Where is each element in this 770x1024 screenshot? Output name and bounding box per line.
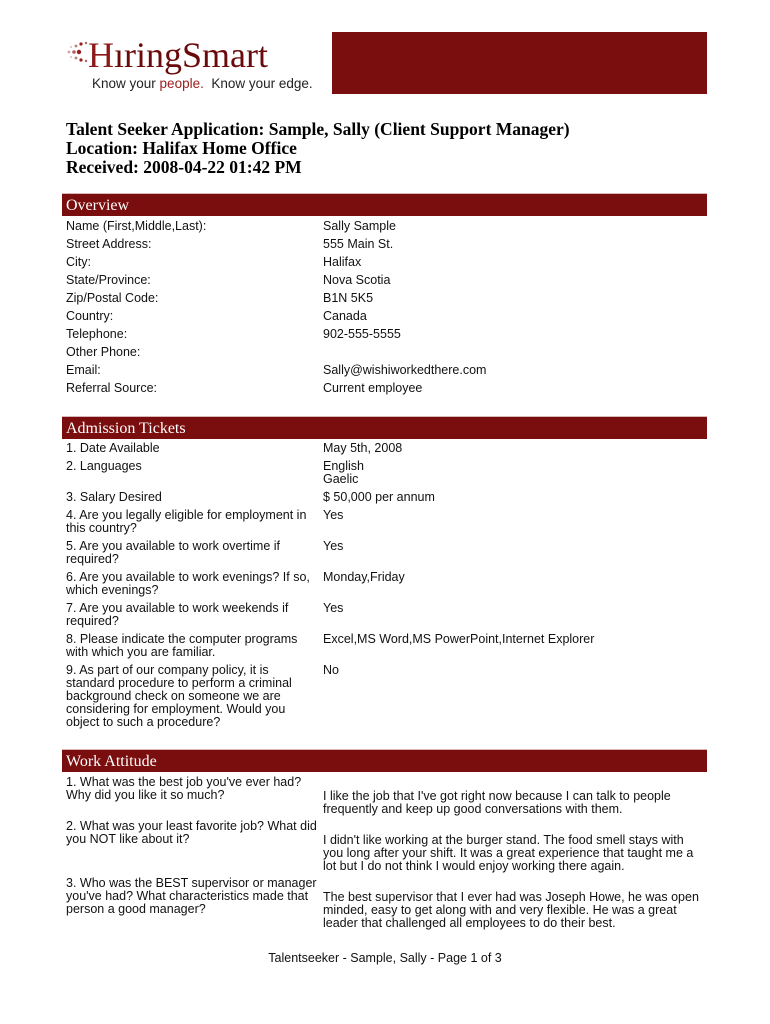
field-label: Other Phone:: [66, 345, 141, 359]
field-label: 2. What was your least favorite job? What did you NOT like about it?: [66, 819, 317, 846]
field-value: Yes: [323, 508, 344, 522]
field-value: Yes: [323, 539, 344, 553]
field-value: Current employee: [323, 381, 423, 395]
field-label: 1. What was the best job you've ever had? Why did you like it so much?: [66, 775, 302, 802]
section-title: Work Attitude: [66, 753, 157, 770]
field-value: Monday,Friday: [323, 570, 405, 584]
field-value: No: [323, 663, 339, 677]
field-value: English Gaelic: [323, 459, 364, 486]
section-header-admission: [62, 416, 707, 439]
field-value: Sally Sample: [323, 219, 396, 233]
location-line: Location: Halifax Home Office: [66, 138, 297, 158]
field-value: Excel,MS Word,MS PowerPoint,Internet Explorer: [323, 632, 595, 646]
field-value: The best supervisor that I ever had was Joseph Howe, he was open minded, easy to get along with and very flexible. He was a great leader that challenged all employees to do their best.: [323, 890, 699, 930]
field-value: Halifax: [323, 255, 362, 269]
field-label: Street Address:: [66, 237, 152, 251]
field-label: Name (First,Middle,Last):: [66, 219, 207, 233]
field-label: City:: [66, 255, 91, 269]
field-value: Yes: [323, 601, 344, 615]
field-label: 2. Languages: [66, 459, 142, 473]
field-value: 555 Main St.: [323, 237, 394, 251]
field-value: Canada: [323, 309, 367, 323]
field-label: Zip/Postal Code:: [66, 291, 159, 305]
field-label: State/Province:: [66, 273, 151, 287]
field-label: 3. Salary Desired: [66, 490, 162, 504]
section-header-overview: [62, 193, 707, 216]
field-label: 1. Date Available: [66, 441, 160, 455]
field-value: I like the job that I've got right now because I can talk to people frequently and keep up good conversations with them.: [323, 789, 671, 816]
section-title: Overview: [66, 197, 130, 214]
field-label: Country:: [66, 309, 114, 323]
field-label: 4. Are you legally eligible for employment in this country?: [66, 508, 307, 535]
logo-wordmark: HıringSmart: [88, 35, 268, 75]
field-label: 7. Are you available to work weekends if required?: [66, 601, 289, 628]
field-value: I didn't like working at the burger stand. The food smell stays with you long after your shift. It was a great experience that taught me a lot but I do not think I would enjoy working there again.: [323, 833, 694, 873]
header-bar: [332, 32, 707, 94]
field-label: 6. Are you available to work evenings? If so, which evenings?: [66, 570, 310, 597]
document-heading: [66, 120, 570, 177]
field-value: B1N 5K5: [323, 291, 374, 305]
application-title: Talent Seeker Application: Sample, Sally (Client Support Manager): [66, 119, 570, 139]
logo-tagline: Know your people. Know your edge.: [92, 76, 313, 91]
field-value: Sally@wishiworkedthere.com: [323, 363, 487, 377]
section-title: Admission Tickets: [66, 420, 186, 437]
field-value: 902-555-5555: [323, 327, 401, 341]
field-value: Nova Scotia: [323, 273, 391, 287]
field-label: Telephone:: [66, 327, 128, 341]
field-label: Email:: [66, 363, 101, 377]
field-label: 5. Are you available to work overtime if required?: [66, 539, 280, 566]
field-value: May 5th, 2008: [323, 441, 403, 455]
field-value: $ 50,000 per annum: [323, 490, 435, 504]
received-line: Received: 2008-04-22 01:42 PM: [66, 157, 302, 177]
hiringsmart-logo: [66, 36, 326, 96]
field-label: 9. As part of our company policy, it is standard procedure to perform a criminal background check on someone we are considering for employment. Would you object to such a procedure?: [66, 663, 292, 729]
field-label: 3. Who was the BEST supervisor or manager you've had? What characteristics made that person a good manager?: [66, 876, 317, 916]
section-header-attitude: [62, 749, 707, 772]
field-label: Referral Source:: [66, 381, 158, 395]
page-footer: Talentseeker - Sample, Sally - Page 1 of 3: [268, 951, 502, 965]
field-label: 8. Please indicate the computer programs with which you are familiar.: [66, 632, 298, 659]
